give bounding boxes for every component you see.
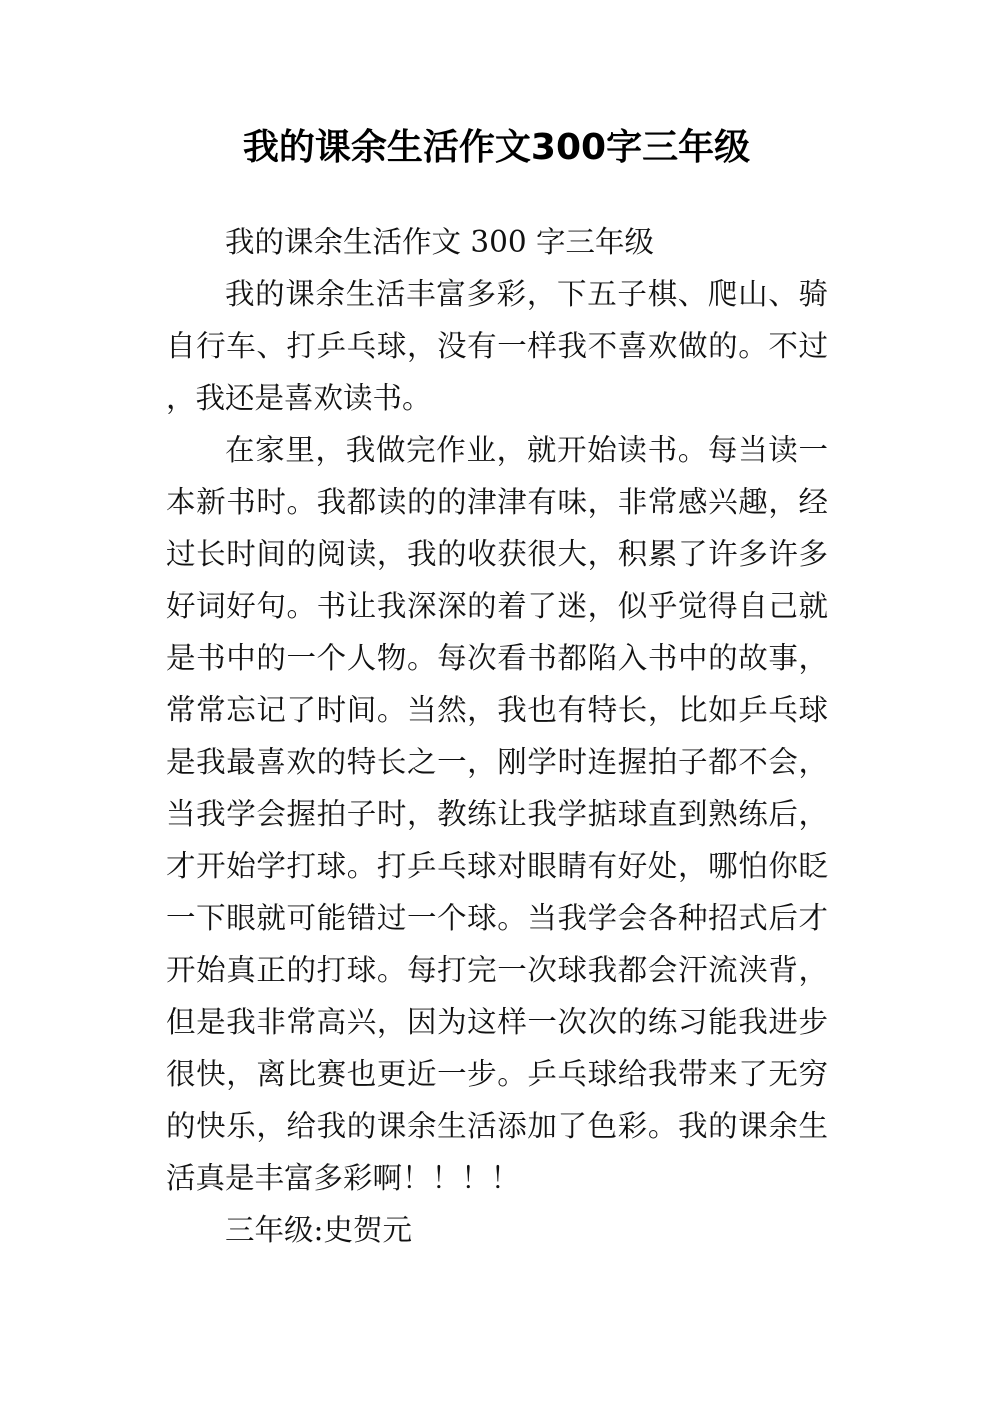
paragraph-signature: 三年级:史贺元 bbox=[225, 1213, 412, 1247]
paragraph-intro: 我的课余生活丰富多彩，下五子棋、爬山、骑自行车、打乒乓球，没有一样我不喜欢做的。不过，我还是喜欢读书。 bbox=[166, 277, 828, 415]
paragraph-subtitle: 我的课余生活作文 300 字三年级 bbox=[225, 225, 655, 259]
document-title: 我的课余生活作文300字三年级 bbox=[242, 127, 751, 168]
paragraph-main: 在家里，我做完作业，就开始读书。每当读一本新书时。我都读的的津津有味，非常感兴趣，经过长时间的阅读，我的收获很大，积累了许多许多好词好句。书让我深深的着了迷，似乎觉得自己就是书中的一个人物。每次看书都陷入书中的故事，常常忘记了时间。当然，我也有特长，比如乒乓球是我最喜欢的特长之一，刚学时连握拍子都不会，当我学会握拍子时，教练让我学掂球直到熟练后，才开始学打球。打乒乓球对眼睛有好处，哪怕你眨一下眼就可能错过一个球。当我学会各种招式后才开始真正的打球。每打完一次球我都会汗流浃背，但是我非常高兴，因为这样一次次的练习能我进步很快，离比赛也更近一步。乒乓球给我带来了无穷的快乐，给我的课余生活添加了色彩。我的课余生活真是丰富多彩啊！！！！ bbox=[166, 433, 828, 1195]
document-body bbox=[166, 216, 828, 1256]
